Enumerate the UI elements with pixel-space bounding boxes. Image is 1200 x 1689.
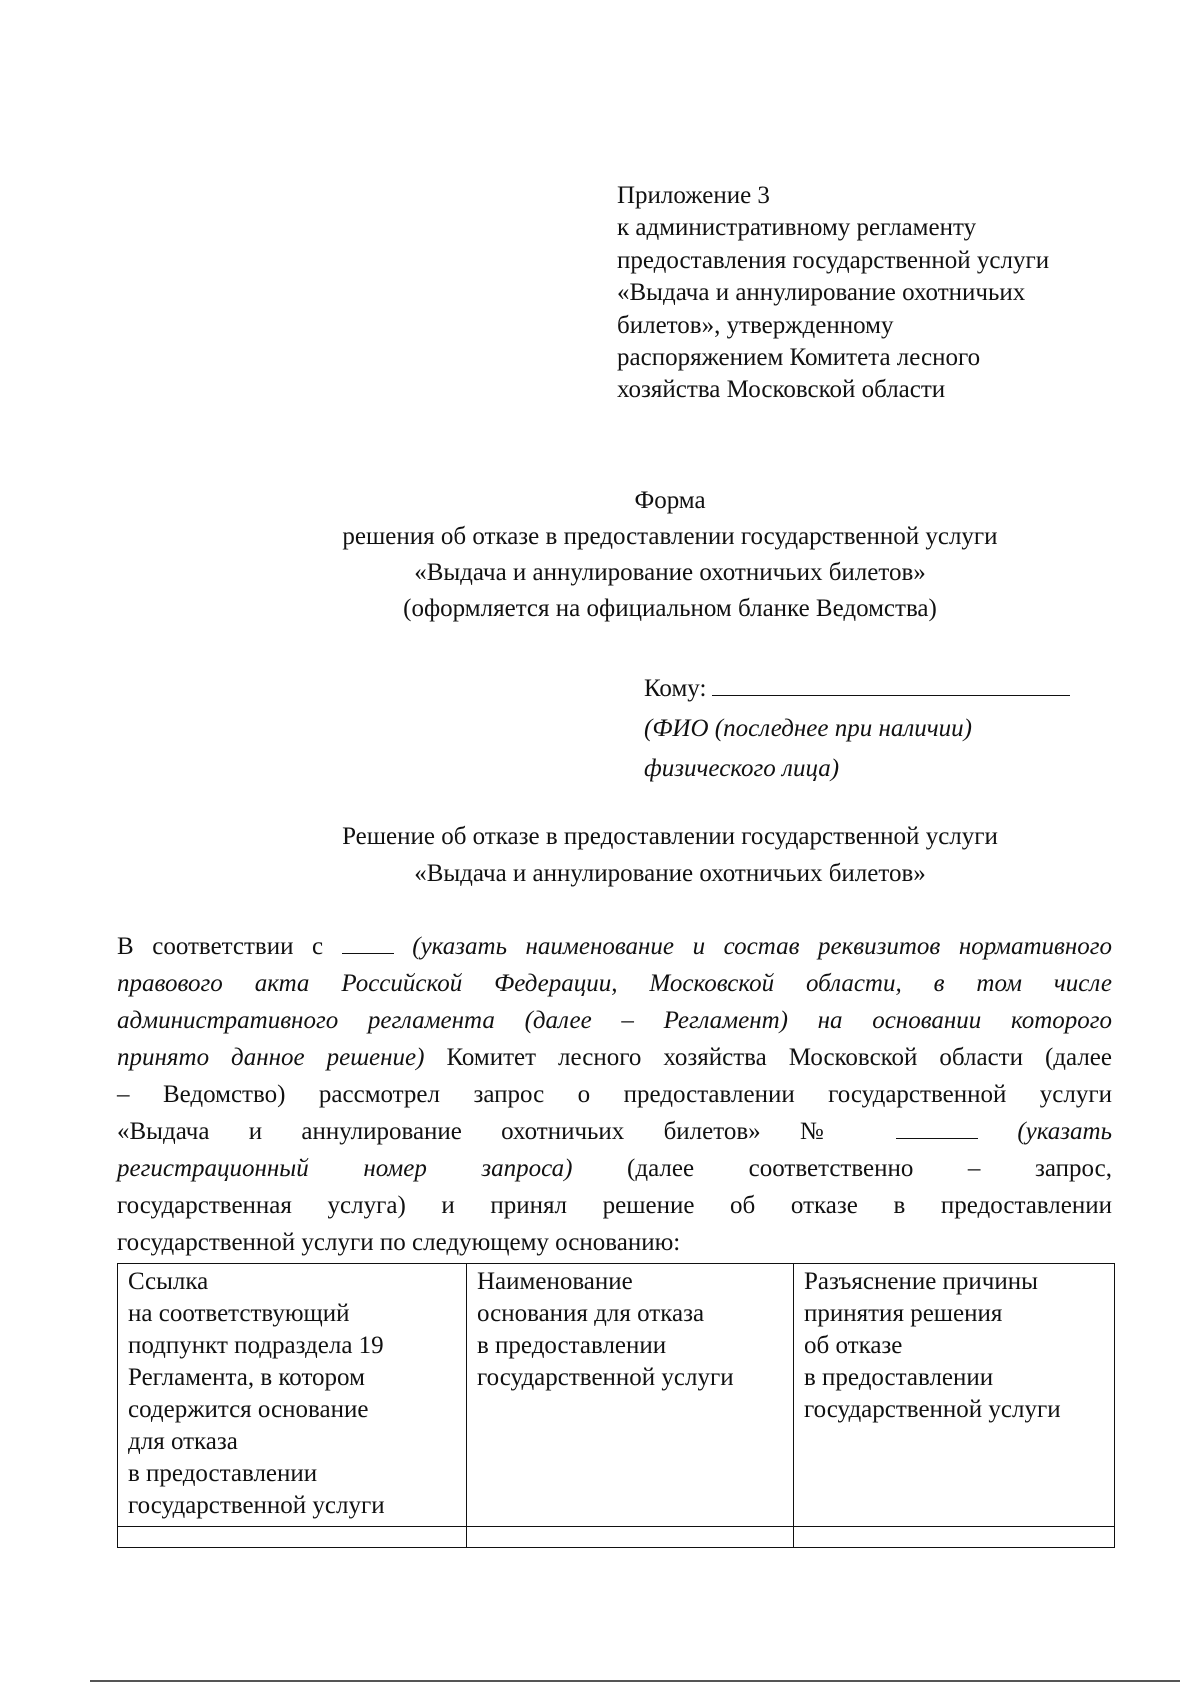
table-header-row xyxy=(118,1264,1115,1527)
cell-text: государственной услуги xyxy=(804,1396,1061,1423)
table-cell[interactable] xyxy=(118,1527,467,1548)
appendix-line: хозяйства Московской области xyxy=(617,376,946,404)
refusal-reasons-table xyxy=(117,1263,1115,1548)
cell-text: Ссылка xyxy=(128,1268,209,1295)
appendix-line: Приложение 3 xyxy=(617,182,770,209)
decision-title xyxy=(0,818,1200,892)
form-title-line: «Выдача и аннулирование охотничьих билетов» xyxy=(414,559,926,586)
body-line: государственной услуги по следующему основанию: xyxy=(117,1229,681,1256)
body-line: правового акта Российской Федерации, Московской области, в том числе xyxy=(117,970,1112,997)
table-cell[interactable] xyxy=(794,1527,1115,1548)
cell-text: Наименование xyxy=(477,1268,633,1295)
recipient-blank-field[interactable] xyxy=(712,673,1070,696)
cell-text: об отказе xyxy=(804,1332,903,1359)
appendix-block xyxy=(617,180,1177,407)
cell-text: на соответствующий xyxy=(128,1300,350,1327)
body-line: – Ведомство) рассмотрел запрос о предоставлении государственной услуги xyxy=(117,1081,1112,1108)
body-italic-text: принято данное решение) xyxy=(117,1044,425,1071)
form-title-line: Форма xyxy=(634,487,706,514)
decision-title-line: «Выдача и аннулирование охотничьих билетов» xyxy=(414,860,926,887)
appendix-line: предоставления государственной услуги xyxy=(617,246,1050,274)
scan-edge-divider xyxy=(90,1680,1180,1682)
body-italic-text: регистрационный номер запроса) xyxy=(117,1155,573,1182)
cell-text: для отказа xyxy=(128,1428,238,1455)
cell-text: основания для отказа xyxy=(477,1300,705,1327)
decision-body xyxy=(117,928,1112,1261)
cell-text: Регламента, в котором xyxy=(128,1364,365,1391)
body-line: административного регламента (далее – Регламент) на основании которого xyxy=(117,1007,1112,1034)
cell-text: государственной услуги xyxy=(128,1492,385,1519)
body-italic-text: (указать xyxy=(1017,1118,1112,1145)
table-row xyxy=(118,1527,1115,1548)
cell-text: содержится основание xyxy=(128,1396,369,1423)
cell-text: в предоставлении xyxy=(804,1364,994,1391)
table-header-cell-explanation xyxy=(794,1264,1115,1527)
body-line xyxy=(117,1150,1112,1187)
recipient-line xyxy=(644,669,1104,709)
body-italic-text: (указать наименование и состав реквизитов нормативного xyxy=(412,933,1113,960)
body-text: «Выдача и аннулирование охотничьих билетов» № xyxy=(117,1118,857,1145)
table-cell[interactable] xyxy=(467,1527,794,1548)
form-title-line: решения об отказе в предоставлении государственной услуги xyxy=(342,523,998,550)
decision-title-line: Решение об отказе в предоставлении государственной услуги xyxy=(342,823,998,850)
recipient-hint: (ФИО (последнее при наличии) xyxy=(644,715,973,742)
form-title-line: (оформляется на официальном бланке Ведомства) xyxy=(403,595,937,622)
appendix-line: билетов», утвержденному xyxy=(617,311,894,339)
cell-text: подпункт подраздела 19 xyxy=(128,1332,384,1359)
appendix-line: распоряжением Комитета лесного xyxy=(617,344,981,372)
cell-text: Разъяснение причины xyxy=(804,1268,1038,1295)
body-text: (далее соответственно – запрос, xyxy=(627,1155,1113,1182)
act-blank-field[interactable] xyxy=(342,931,394,954)
appendix-line: «Выдача и аннулирование охотничьих xyxy=(617,279,1026,307)
table-header-cell-ground-name xyxy=(467,1264,794,1527)
body-text: В соответствии с xyxy=(117,933,324,960)
body-line: государственная услуга) и принял решение об отказе в предоставлении xyxy=(117,1192,1112,1219)
table-header-cell-reference xyxy=(118,1264,467,1527)
cell-text: государственной услуги xyxy=(477,1364,734,1391)
recipient-hint: физического лица) xyxy=(644,755,840,782)
request-number-blank-field[interactable] xyxy=(896,1116,978,1139)
body-text: Комитет лесного хозяйства Московской области (далее xyxy=(446,1044,1112,1071)
recipient-block xyxy=(644,669,1104,789)
appendix-line: к административному регламенту xyxy=(617,214,977,242)
cell-text: принятия решения xyxy=(804,1300,1003,1327)
body-line xyxy=(117,1039,1112,1076)
cell-text: в предоставлении xyxy=(128,1460,318,1487)
body-line xyxy=(117,928,1112,965)
form-title xyxy=(0,483,1200,627)
cell-text: в предоставлении xyxy=(477,1332,667,1359)
body-line xyxy=(117,1113,1112,1150)
recipient-label: Кому: xyxy=(644,675,707,702)
